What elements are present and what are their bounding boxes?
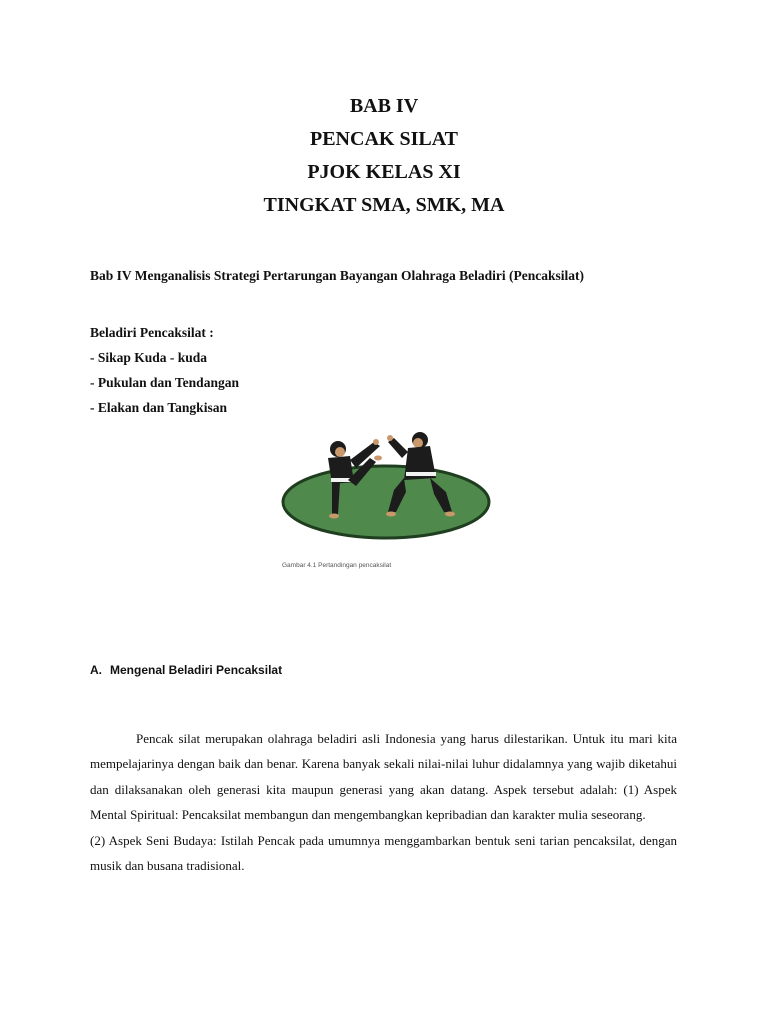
section-heading-text: Mengenal Beladiri Pencaksilat xyxy=(110,663,283,677)
title-line: TINGKAT SMA, SMK, MA xyxy=(263,194,505,216)
topic-item: - Pukulan dan Tendangan xyxy=(90,375,239,390)
section-heading xyxy=(90,663,282,677)
title-line: PENCAK SILAT xyxy=(310,128,458,150)
arena-mat xyxy=(283,466,489,538)
title-line: BAB IV xyxy=(349,95,419,117)
chapter-subtitle: Bab IV Menganalisis Strategi Pertarungan Bayangan Olahraga Beladiri (Pencaksilat) xyxy=(90,268,585,283)
section-marker: A. xyxy=(90,663,102,677)
body-paragraph: Pencak silat merupakan olahraga beladiri asli Indonesia yang harus dilestarikan. Untuk itu mari kita mempelajarinya dengan baik dan benar. Karena banyak sekali nilai-nilai luhur didalamnya yang wajib diketahui dan dilaksanakan oleh generasi kita maupun generasi yang akan datang. Aspek tersebut adalah: (1) Aspek Mental Spiritual: Pencaksilat membangun dan mengembangkan kepribadian dan karakter mulia seseorang. xyxy=(90,731,677,823)
topic-item: - Sikap Kuda - kuda xyxy=(90,350,208,365)
body-paragraph: (2) Aspek Seni Budaya: Istilah Pencak pada umumnya menggambarkan bentuk seni tarian pencaksilat, dengan musik dan busana tradisional. xyxy=(90,832,677,874)
topic-item: - Elakan dan Tangkisan xyxy=(90,400,227,415)
pencak-silat-illustration xyxy=(270,418,502,578)
figure-caption: Gambar 4.1 Pertandingan pencaksilat xyxy=(282,562,392,569)
sparring-figure-image xyxy=(270,418,502,558)
title-block xyxy=(0,90,768,222)
topic-list xyxy=(90,320,490,420)
topic-list-heading: Beladiri Pencaksilat : xyxy=(90,325,214,340)
section-body xyxy=(90,726,677,878)
title-line: PJOK KELAS XI xyxy=(307,161,461,183)
